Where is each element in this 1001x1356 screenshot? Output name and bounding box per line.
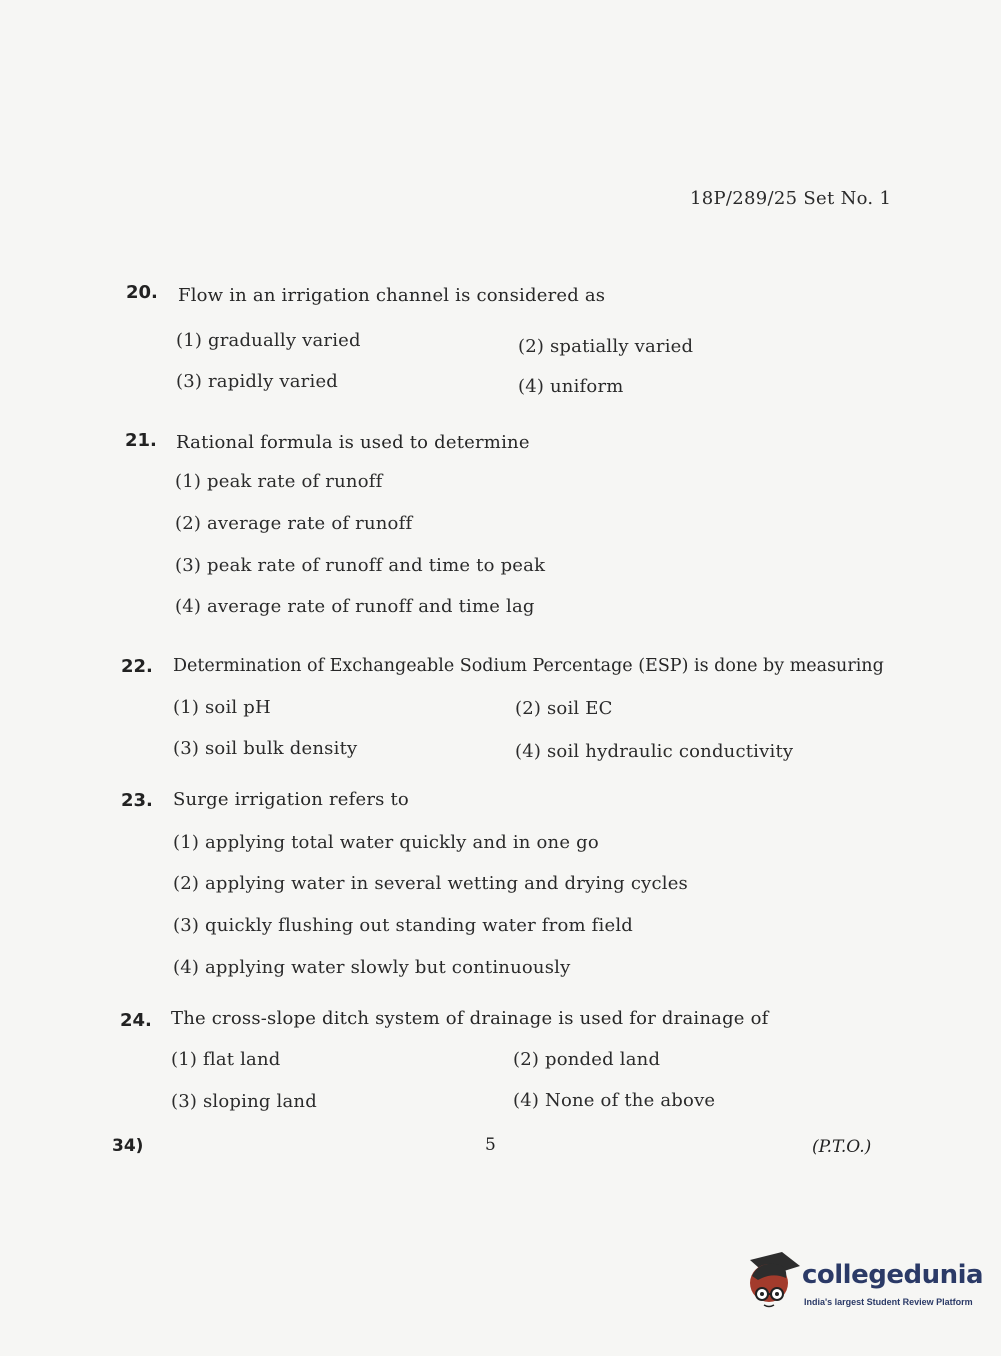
option-number: (2) xyxy=(513,1049,540,1070)
option-2 xyxy=(175,513,412,534)
option-3 xyxy=(175,555,545,576)
option-text: flat land xyxy=(203,1049,281,1070)
option-4 xyxy=(518,376,624,397)
option-1 xyxy=(171,1049,281,1070)
option-2 xyxy=(173,873,688,894)
page-number: 5 xyxy=(485,1135,496,1155)
option-2 xyxy=(518,336,693,357)
question-text: The cross-slope ditch system of drainage is used for drainage of xyxy=(171,1008,769,1029)
question-text: Surge irrigation refers to xyxy=(173,789,409,810)
question-text: Flow in an irrigation channel is considered as xyxy=(178,285,606,306)
option-4 xyxy=(175,596,535,617)
option-text: applying water in several wetting and drying cycles xyxy=(205,873,688,894)
option-text: applying water slowly but continuously xyxy=(205,957,571,978)
question-number: 23. xyxy=(121,790,153,811)
option-number: (4) xyxy=(513,1090,540,1111)
question-text: Rational formula is used to determine xyxy=(176,432,530,453)
option-3 xyxy=(171,1091,317,1112)
option-2 xyxy=(513,1049,660,1070)
question-number: 24. xyxy=(120,1010,152,1031)
option-number: (1) xyxy=(175,471,202,492)
option-text: spatially varied xyxy=(550,336,694,357)
option-4 xyxy=(173,957,570,978)
set-number: 18P/289/25 Set No. 1 xyxy=(690,188,892,209)
option-text: average rate of runoff and time lag xyxy=(207,596,535,617)
option-1 xyxy=(175,471,382,492)
option-text: peak rate of runoff xyxy=(207,471,383,492)
option-number: (3) xyxy=(171,1091,198,1112)
option-number: (1) xyxy=(171,1049,198,1070)
option-number: (2) xyxy=(173,873,200,894)
option-number: (2) xyxy=(515,698,542,719)
option-text: soil hydraulic conductivity xyxy=(547,741,794,762)
option-text: uniform xyxy=(550,376,624,397)
option-4 xyxy=(515,741,793,762)
option-text: soil bulk density xyxy=(205,738,358,759)
option-text: soil EC xyxy=(547,698,613,719)
option-1 xyxy=(173,832,599,853)
logo-tagline: India's largest Student Review Platform xyxy=(804,1297,973,1307)
option-4 xyxy=(513,1090,715,1111)
option-text: rapidly varied xyxy=(208,371,339,392)
option-text: soil pH xyxy=(205,697,271,718)
collegedunia-mascot-icon xyxy=(742,1250,802,1316)
option-number: (1) xyxy=(176,330,203,351)
option-1 xyxy=(173,697,271,718)
option-number: (2) xyxy=(175,513,202,534)
option-number: (3) xyxy=(176,371,203,392)
footer-code: 34) xyxy=(112,1136,144,1156)
option-number: (4) xyxy=(175,596,202,617)
option-number: (4) xyxy=(515,741,542,762)
option-3 xyxy=(176,371,338,392)
question-number: 20. xyxy=(126,282,158,303)
option-number: (3) xyxy=(173,738,200,759)
collegedunia-logo[interactable] xyxy=(742,1250,984,1320)
question-number: 22. xyxy=(121,656,153,677)
option-3 xyxy=(173,738,357,759)
option-3 xyxy=(173,915,633,936)
logo-wordmark: collegedunia xyxy=(802,1260,984,1290)
pto-label: (P.T.O.) xyxy=(812,1137,872,1157)
option-text: gradually varied xyxy=(208,330,361,351)
option-text: sloping land xyxy=(203,1091,317,1112)
option-text: average rate of runoff xyxy=(207,513,413,534)
option-number: (3) xyxy=(175,555,202,576)
option-number: (4) xyxy=(518,376,545,397)
option-number: (2) xyxy=(518,336,545,357)
option-number: (1) xyxy=(173,697,200,718)
option-text: quickly flushing out standing water from field xyxy=(205,915,634,936)
option-number: (1) xyxy=(173,832,200,853)
option-number: (4) xyxy=(173,957,200,978)
option-number: (3) xyxy=(173,915,200,936)
question-text: Determination of Exchangeable Sodium Percentage (ESP) is done by measuring xyxy=(173,656,884,676)
option-text: ponded land xyxy=(545,1049,661,1070)
question-number: 21. xyxy=(125,430,157,451)
option-text: None of the above xyxy=(545,1090,716,1111)
option-1 xyxy=(176,330,361,351)
option-2 xyxy=(515,698,613,719)
option-text: applying total water quickly and in one go xyxy=(205,832,599,853)
option-text: peak rate of runoff and time to peak xyxy=(207,555,546,576)
